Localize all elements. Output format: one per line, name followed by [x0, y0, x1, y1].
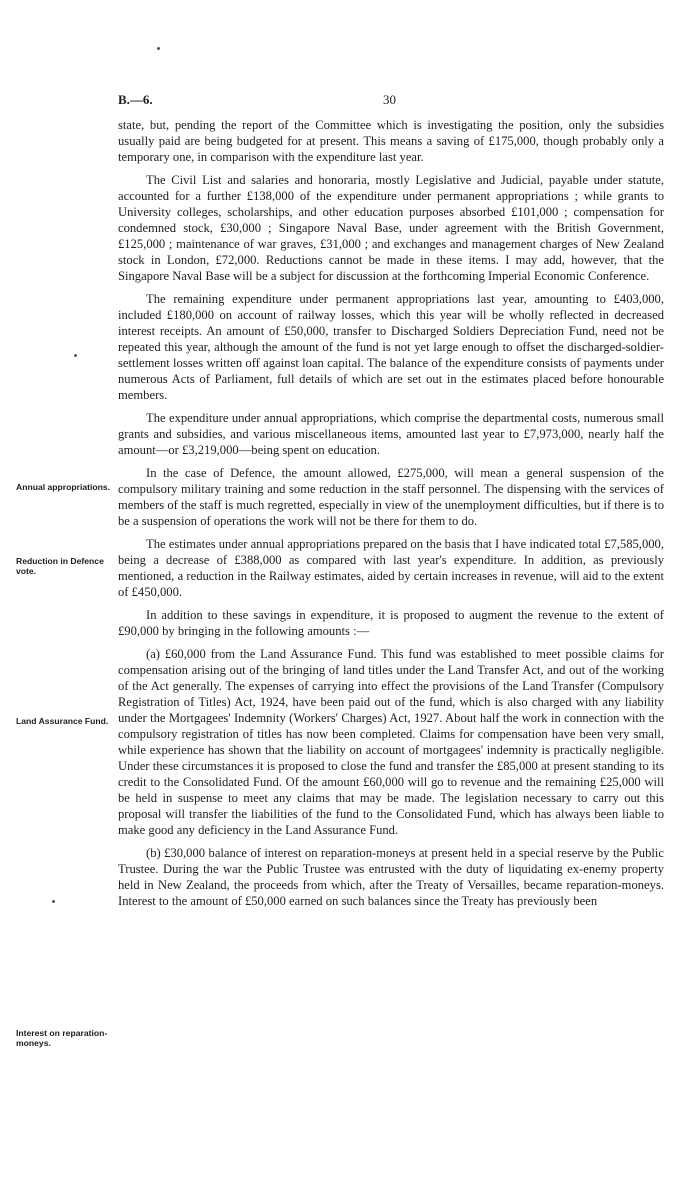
paragraph: In addition to these savings in expenditure, it is proposed to augment the revenue to the extent of £90,000 by bringing in the following amounts :—: [118, 608, 664, 638]
body-text: [118, 117, 664, 916]
paragraph: (a) £60,000 from the Land Assurance Fund. This fund was established to meet possible claims for compensation arising out of the bringing of land titles under the Land Transfer Act, and out of the working of the Act generally. The expenses of carrying into effect the provisions of the Land Transfer (Compulsory Registration of Titles) Act, 1924, have been paid out of the fund, which is also charged with any liability under the Mortgagees' Indemnity (Workers' Charges) Act, 1927. About half the work in connection with the compulsory registration of titles has now been completed. Claims for compensation have been very small, while experience has shown that the liability on account of mortgagees' indemnity is practically negligible. Under these circumstances it is proposed to close the fund and transfer the £85,000 at present standing to its credit to the Consolidated Fund. Of the amount £60,000 will go to revenue and the remaining £25,000 will be held in suspense to meet any claims that may be made. The legislation necessary to carry out this proposal will transfer the liabilities of the fund to the Consolidated Fund, which has always been liable to make good any deficiency in the Land Assurance Fund.: [118, 647, 664, 837]
paragraph: state, but, pending the report of the Committee which is investigating the position, only the subsidies usually paid are being budgeted for at present. This means a saving of £175,000, though probably only a temporary one, in comparison with the expenditure last year.: [118, 118, 664, 164]
margin-note-annual: Annual appropriations.: [16, 482, 111, 492]
paragraph: The remaining expenditure under permanent appropriations last year, amounting to £403,000, included £180,000 on account of railway losses, which this year will be wholly reflected in decreased interest receipts. An amount of £50,000, transfer to Discharged Soldiers Depreciation Fund, need not be repeated this year, although the amount of the fund is not yet large enough to offset the discharged-soldier-settlement losses written off against loan capital. The balance of the expenditure consists of payments under numerous Acts of Parliament, full details of which are set out in the estimates placed before honourable members.: [118, 292, 664, 402]
paragraph: The Civil List and salaries and honoraria, mostly Legislative and Judicial, payable under statute, accounted for a further £138,000 of the expenditure under permanent appropriations ; while grants to University colleges, scholarships, and other education purposes absorbed £101,000 ; compensation for condemned stock, £30,000 ; Singapore Naval Base, under agreement with the British Government, £125,000 ; maintenance of war graves, £31,000 ; and exchanges and management charges of New Zealand stock in London, £72,000. Reductions cannot be made in these items. I may add, however, that the Singapore Naval Base will be a subject for discussion at the forthcoming Imperial Economic Conference.: [118, 173, 664, 283]
page-number: 30: [383, 92, 396, 107]
speck-mark: [74, 354, 77, 357]
margin-note-interest: Interest on reparation-moneys.: [16, 1028, 108, 1048]
margin-note-defence: Reduction in Defence vote.: [16, 556, 104, 576]
margin-note-land: Land Assurance Fund.: [16, 716, 109, 726]
speck-mark: [52, 900, 55, 903]
paragraph: In the case of Defence, the amount allowed, £275,000, will mean a general suspension of the compulsory military training and some reduction in the staff personnel. The dispensing with the services of members of the staff is much regretted, especially in view of the unemployment difficulties, but if there is to be a suspension of operations the work will not be there for them to do.: [118, 466, 664, 528]
document-reference: B.—6.: [118, 92, 153, 107]
speck-mark: [157, 47, 160, 50]
paragraph: The expenditure under annual appropriations, which comprise the departmental costs, numerous small grants and subsidies, and various miscellaneous items, amounted last year to £7,973,000, nearly half the amount—or £3,219,000—being spent on education.: [118, 411, 664, 457]
paragraph: The estimates under annual appropriations prepared on the basis that I have indicated total £7,585,000, being a decrease of £388,000 as compared with last year's expenditure. In addition, as previously mentioned, a reduction in the Railway estimates, aided by certain increases in revenue, will aid to the extent of £450,000.: [118, 537, 664, 599]
paragraph: (b) £30,000 balance of interest on reparation-moneys at present held in a special reserve by the Public Trustee. During the war the Public Trustee was entrusted with the duty of liquidating ex-enemy property held in New Zealand, the proceeds from which, after the Treaty of Versailles, became reparation-moneys. Interest to the amount of £50,000 earned on such balances since the Treaty has previously been: [118, 846, 664, 908]
